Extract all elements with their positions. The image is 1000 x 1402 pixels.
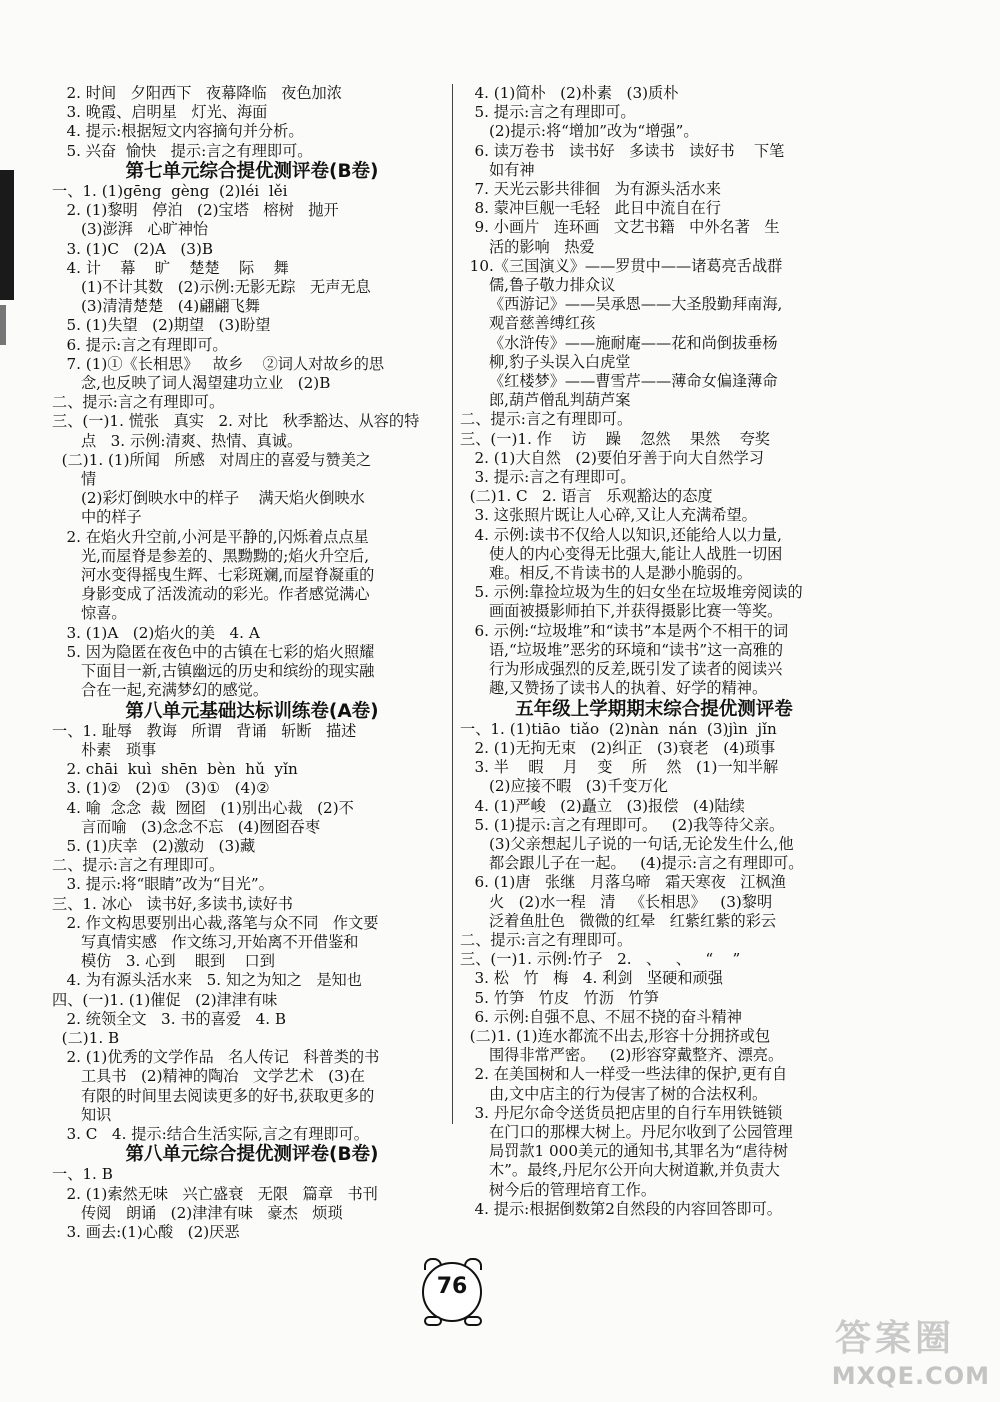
answer-line: 5. 提示:言之有理即可。 (460, 103, 636, 122)
answer-line: 5. (1)失望 (2)期望 (3)盼望 (52, 316, 271, 335)
answer-line: 三、(一)1. 作 访 躁 忽然 果然 夸奖 (460, 429, 770, 448)
answer-line: 一、1. B (52, 1165, 113, 1184)
answer-line: 《水浒传》——施耐庵——花和尚倒拔垂杨 (460, 333, 778, 352)
answer-line: 模仿 3. 心到 眼到 口到 (52, 952, 275, 971)
answer-line: 工具书 (2)精神的陶冶 文学艺术 (3)在 (52, 1067, 365, 1086)
answer-line: 3. 晚霞、启明星 灯光、海面 (52, 103, 268, 122)
answer-line: 行为形成强烈的反差,既引发了读者的阅读兴 (460, 660, 783, 679)
answer-line: 2. (1)黎明 停泊 (2)宝塔 榕树 抛开 (52, 201, 339, 220)
answer-line: 2. (1)优秀的文学作品 名人传记 科普类的书 (52, 1048, 380, 1067)
answer-line: 写真情实感 作文练习,开始离不开借鉴和 (52, 932, 359, 951)
answer-line: 画面被摄影师拍下,并获得摄影比赛一等奖。 (460, 602, 783, 621)
answer-line: (2)彩灯倒映水中的样子 满天焰火倒映水 (52, 489, 365, 508)
answer-line: 三、(一)1. 示例:竹子 2. 、 、 “ ” (460, 950, 741, 969)
answer-line: (二)1. C 2. 语言 乐观豁达的态度 (460, 487, 713, 506)
clock-foot-left-icon (424, 1316, 442, 1326)
answer-line: 3. (1)② (2)① (3)① (4)② (52, 779, 270, 798)
answer-line: (3)父亲想起儿子说的一句话,无论发生什么,他 (460, 834, 794, 853)
answer-line: 2. (1)无拘无束 (2)纠正 (3)衰老 (4)琐事 (460, 738, 776, 757)
answer-line: 7. 天光云影共徘徊 为有源头活水来 (460, 180, 721, 199)
section-heading: 五年级上学期期末综合提优测评卷 (515, 698, 793, 720)
answer-line: 语,“垃圾堆”恶劣的环境和“读书”这一高雅的 (460, 640, 784, 659)
answer-line: 三、1. 冰心 读书好,多读书,读好书 (52, 894, 293, 913)
answer-line: 5. 示例:靠捡垃圾为生的妇女坐在垃圾堆旁阅读的 (460, 583, 803, 602)
answer-line: 3. 这张照片既让人心碎,又让人充满希望。 (460, 506, 757, 525)
answer-line: 4. 计 幕 旷 楚楚 际 舞 (52, 258, 289, 277)
answer-line: 传阅 朗诵 (2)津津有味 豪杰 烦琐 (52, 1203, 343, 1222)
answer-line: 9. 小画片 连环画 文艺书籍 中外名著 生 (460, 218, 780, 237)
page-number: 76 (436, 1274, 468, 1299)
answer-line: 如有神 (460, 160, 535, 179)
answer-line: 难。相反,不肯读书的人是渺小脆弱的。 (460, 564, 752, 583)
answer-line: 2. 作文构思要别出心裁,落笔与众不同 作文要 (52, 913, 379, 932)
answer-line: 5. 兴奋 愉快 提示:言之有理即可。 (52, 141, 313, 160)
answer-line: 4. 示例:读书不仅给人以知识,还能给人以力量, (460, 525, 782, 544)
answer-line: 合在一起,充满梦幻的感觉。 (52, 681, 269, 700)
answer-line: (2)应接不暇 (3)千变万化 (460, 777, 668, 796)
answer-line: 火 (2)水一程 清 《长相思》 (3)黎明 (460, 892, 773, 911)
answer-line: (2)提示:将“增加”改为“增强”。 (460, 122, 699, 141)
answer-line: 3. 松 竹 梅 4. 利剑 坚硬和顽强 (460, 969, 723, 988)
answer-line: 使人的内心变得无比强大,能让人战胜一切困 (460, 544, 783, 563)
watermark-url: MXQE.COM (831, 1362, 990, 1390)
answer-line: 二、提示:言之有理即可。 (52, 393, 225, 412)
answer-line: 3. 丹尼尔命令送货员把店里的自行车用铁链锁 (460, 1103, 783, 1122)
answer-line: 中的样子 (52, 508, 142, 527)
watermark (780, 1310, 990, 1396)
answer-line: 一、1. (1)tiāo tiǎo (2)nàn nán (3)jìn jǐn (460, 719, 777, 738)
answer-line: 树今后的管理培育工作。 (460, 1180, 657, 1199)
answer-line: 念,也反映了词人渴望建功立业 (2)B (52, 374, 331, 393)
answer-line: 一、1. 耻辱 教诲 所谓 背诵 斩断 描述 (52, 721, 357, 740)
answer-line: 有限的时间里去阅读更多的好书,获取更多的 (52, 1086, 375, 1105)
answer-line: 4. 提示:根据短文内容摘句并分析。 (52, 122, 304, 141)
answer-line: (3)清清楚楚 (4)翩翩飞舞 (52, 297, 260, 316)
answer-line: 言而喻 (3)念念不忘 (4)囫囵吞枣 (52, 817, 321, 836)
answer-line: 《红楼梦》——曹雪芹——薄命女偏逢薄命 (460, 372, 778, 391)
answer-line: 8. 蒙冲巨舰一毛轻 此日中流自在行 (460, 199, 721, 218)
answer-line: 泛着鱼肚色 微微的红晕 红紫红紫的彩云 (460, 911, 777, 930)
answer-line: 光,而屋脊是参差的、黑黝黝的;焰火升空后, (52, 546, 370, 565)
answer-line: 《西游记》——吴承恩——大圣殷勤拜南海, (460, 295, 783, 314)
answer-line: 2. (1)索然无味 兴亡盛衰 无限 篇章 书刊 (52, 1184, 378, 1203)
answer-line: 2. chāi kuì shēn bèn hǔ yǐn (52, 760, 298, 779)
section-heading: 第八单元基础达标训练卷(A卷) (125, 700, 379, 722)
answer-line: 由,文中店主的行为侵害了树的合法权利。 (460, 1084, 768, 1103)
answer-line: 6. 示例:“垃圾堆”和“读书”本是两个不相干的词 (460, 621, 789, 640)
answer-line: 4. 为有源头活水来 5. 知之为知之 是知也 (52, 971, 362, 990)
answer-line: 儒,鲁子敬力排众议 (460, 276, 616, 295)
answer-line: 木”。最终,丹尼尔公开向大树道歉,并负责大 (460, 1161, 780, 1180)
binding-edge-mark (0, 170, 14, 300)
answer-line: 三、(一)1. 慌张 真实 2. 对比 秋季豁达、从容的特 (52, 412, 420, 431)
answer-line: 5. (1)庆幸 (2)激动 (3)藏 (52, 836, 256, 855)
answer-line: 2. 在美国树和人一样受一些法律的保护,更有自 (460, 1065, 788, 1084)
answer-line: 3. 画去:(1)心酸 (2)厌恶 (52, 1222, 240, 1241)
answer-line: 6. 读万卷书 读书好 多读书 读好书 下笔 (460, 141, 785, 160)
answer-line: 郎,葫芦僧乱判葫芦案 (460, 391, 631, 410)
answer-line: 情 (52, 470, 97, 489)
answer-line: 3. (1)C (2)A (3)B (52, 239, 214, 258)
answer-line: 5. (1)提示:言之有理即可。 (2)我等待父亲。 (460, 815, 785, 834)
answer-line: 一、1. (1)gēng gèng (2)léi lěi (52, 182, 288, 201)
answer-line: 二、提示:言之有理即可。 (460, 930, 633, 949)
answer-line: 4. 喻 念念 裁 囫囵 (1)别出心裁 (2)不 (52, 798, 354, 817)
answer-line: 二、提示:言之有理即可。 (52, 856, 225, 875)
section-heading: 第八单元综合提优测评卷(B卷) (125, 1144, 379, 1166)
section-heading: 第七单元综合提优测评卷(B卷) (125, 160, 379, 182)
answer-line: 4. (1)严峻 (2)矗立 (3)报偿 (4)陆续 (460, 796, 745, 815)
answer-line: 2. 时间 夕阳西下 夜幕降临 夜色加浓 (52, 84, 342, 102)
answer-line: 6. 示例:自强不息、不屈不挠的奋斗精神 (460, 1007, 742, 1026)
answer-line: 在门口的那棵大树上。丹尼尔收到了公园管理 (460, 1122, 793, 1141)
answer-line: 3. 提示:言之有理即可。 (460, 468, 636, 487)
answer-line: 朴素 琐事 (52, 740, 157, 759)
answer-line: 6. 提示:言之有理即可。 (52, 335, 228, 354)
answer-line: 二、提示:言之有理即可。 (460, 410, 633, 429)
answer-line: 2. 在焰火升空前,小河是平静的,闪烁着点点星 (52, 527, 369, 546)
answer-line: 知识 (52, 1105, 112, 1124)
clock-foot-right-icon (464, 1316, 482, 1326)
answer-line: (二)1. B (52, 1028, 120, 1047)
answer-line: (3)澎湃 心旷神怡 (52, 220, 209, 239)
answer-line: 7. (1)①《长相思》 故乡 ②词人对故乡的思 (52, 354, 385, 373)
answer-column-left (52, 84, 452, 1242)
answer-line: (1)不计其数 (2)示例:无影无踪 无声无息 (52, 278, 371, 297)
answer-line: 下面目一新,古镇幽远的历史和缤纷的现实融 (52, 662, 375, 681)
answer-line: 点 3. 示例:清爽、热情、真诚。 (52, 431, 303, 450)
answer-line: (二)1. (1)所闻 所感 对周庄的喜爱与赞美之 (52, 450, 372, 469)
answer-column-right (460, 84, 848, 1219)
watermark-logo: 答案圈 (834, 1318, 955, 1359)
answer-line: 2. (1)大自然 (2)要伯牙善于向大自然学习 (460, 448, 764, 467)
answer-line: 身影变成了活泼流动的彩光。作者感觉满心 (52, 585, 370, 604)
answer-line: 3. (1)A (2)焰火的美 4. A (52, 623, 260, 642)
answer-line: 4. (1)简朴 (2)朴素 (3)质朴 (460, 84, 679, 102)
answer-line: 柳,豹子头误入白虎堂 (460, 352, 631, 371)
answer-line: 趣,又赞扬了读书人的执着、好学的精神。 (460, 679, 768, 698)
answer-line: 局罚款1 000美元的通知书,其罪名为“虐待树 (460, 1142, 789, 1161)
answer-line: 6. (1)唐 张继 月落乌啼 霜天寒夜 江枫渔 (460, 873, 786, 892)
answer-line: 3. 半 暇 月 变 所 然 (1)一知半解 (460, 758, 779, 777)
answer-line: 惊喜。 (52, 604, 127, 623)
answer-line: (二)1. (1)连水都流不出去,形容十分拥挤或包 (460, 1026, 771, 1045)
answer-line: 5. 竹笋 竹皮 竹沥 竹笋 (460, 988, 659, 1007)
answer-line: 10.《三国演义》——罗贯中——诸葛亮舌战群 (460, 256, 783, 275)
answer-line: 观音慈善缚红孩 (460, 314, 596, 333)
answer-line: 围得非常严密。 (2)形容穿戴整齐、漂亮。 (460, 1046, 784, 1065)
answer-line: 河水变得摇曳生辉、七彩斑斓,而屋脊凝重的 (52, 566, 375, 585)
answer-line: 四、(一)1. (1)催促 (2)津津有味 (52, 990, 278, 1009)
answer-line: 3. C 4. 提示:结合生活实际,言之有理即可。 (52, 1124, 369, 1143)
answer-line: 都会跟儿子在一起。 (4)提示:言之有理即可。 (460, 854, 804, 873)
answer-line: 2. 统领全文 3. 书的喜爱 4. B (52, 1009, 287, 1028)
answer-line: 活的影响 热爱 (460, 237, 595, 256)
column-divider (452, 84, 453, 1124)
page-number-badge (408, 1258, 498, 1328)
answer-line: 4. 提示:根据倒数第2自然段的内容回答即可。 (460, 1199, 782, 1218)
answer-line: 5. 因为隐匿在夜色中的古镇在七彩的焰火照耀 (52, 642, 375, 661)
binding-edge-mark-2 (0, 305, 6, 345)
answer-line: 3. 提示:将“眼睛”改为“目光”。 (52, 875, 274, 894)
